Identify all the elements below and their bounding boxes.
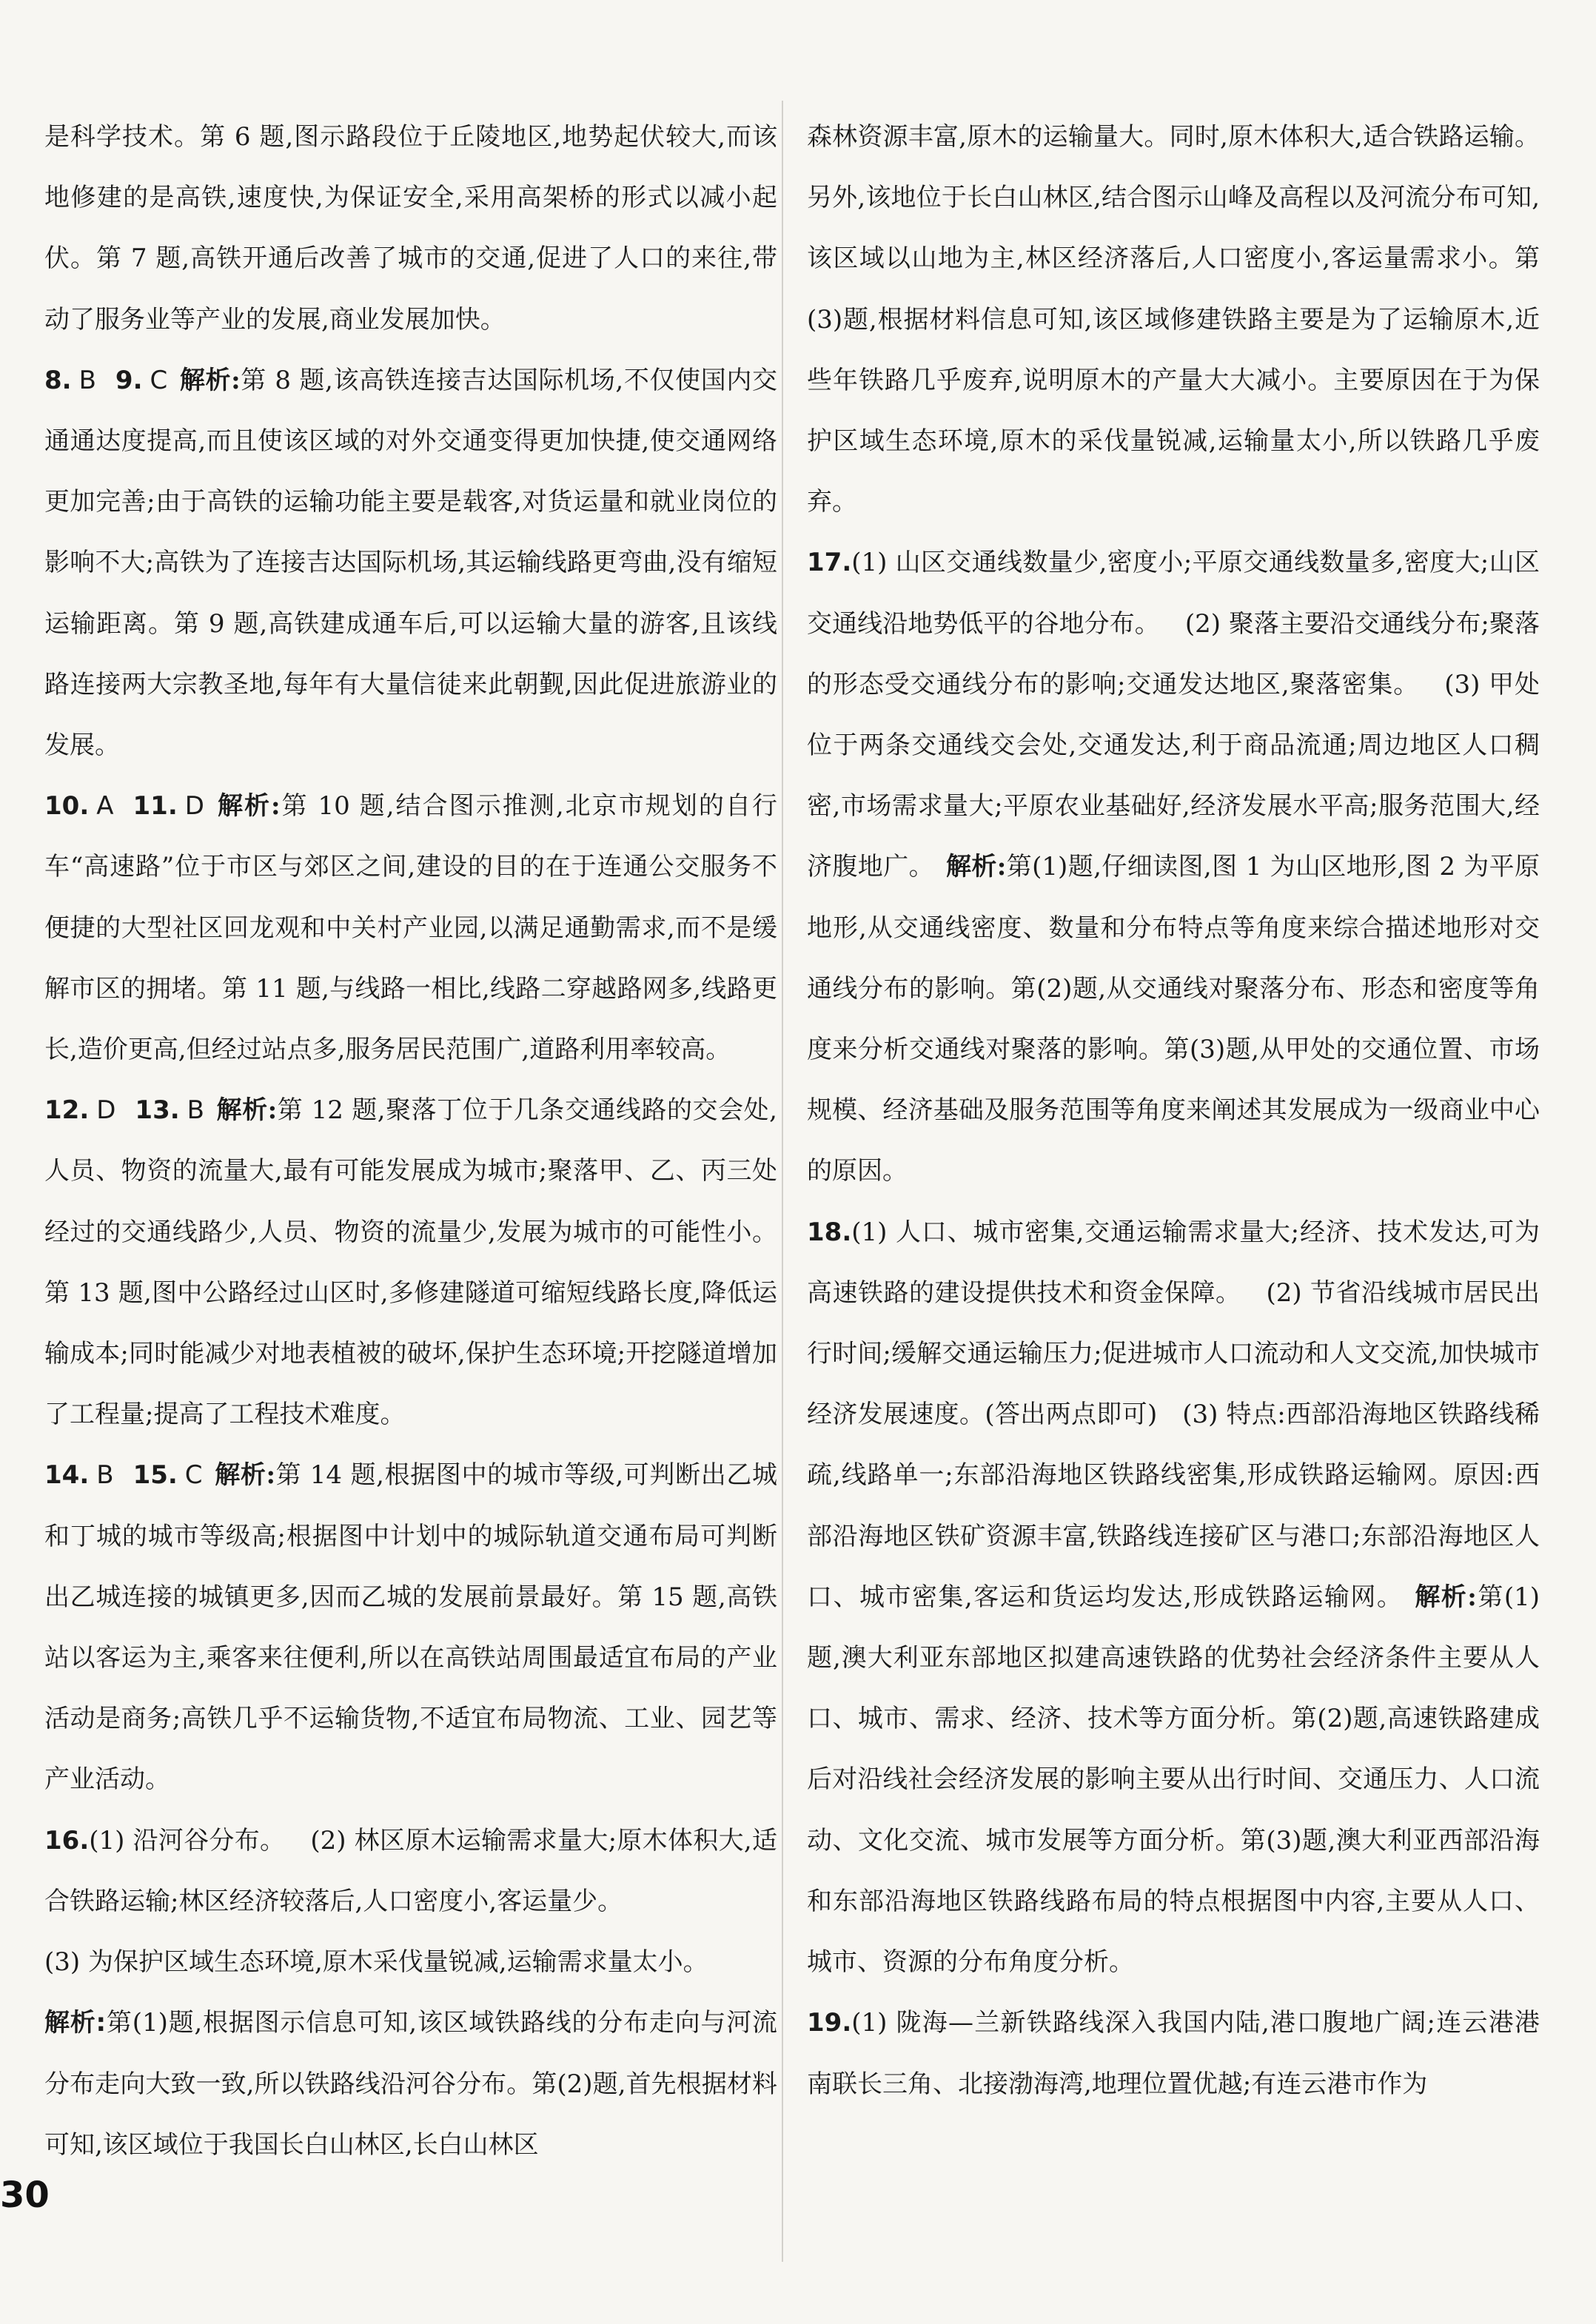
question-number: 17. xyxy=(807,548,852,578)
question-number: 15. xyxy=(133,1460,178,1491)
answer-part-3: (3) 甲处位于两条交通线交会处,交通发达,利于商品流通;周边地区人口稠密,市场需求量大;平原农业基础好,经济发展水平高;服务范围大,经济腹地广。 xyxy=(807,669,1540,882)
answer-choice: B xyxy=(78,365,96,395)
answer-part-2: (2) 聚落主要沿交通线分布;聚落的形态受交通线分布的影响;交通发达地区,聚落密集。 xyxy=(807,608,1540,699)
answer-part-1: (1) 人口、城市密集,交通运输需求量大;经济、技术发达,可为高速铁路的建设提供技术和资金保障。 xyxy=(807,1217,1540,1308)
answer-17 xyxy=(807,532,1540,1201)
analysis-text: 第 8 题,该高铁连接吉达国际机场,不仅使国内交通通达度提高,而且使该区域的对外交通变得更加快捷,使交通网络更加完善;由于高铁的运输功能主要是载客,对货运量和就业岗位的影响不大;高铁为了连接吉达国际机场,其运输线路更弯曲,没有缩短运输距离。第 9 题,高铁建成通车后,可以运输大量的游客,且该线路连接两大宗教圣地,每年有大量信徒来此朝觐,因此促进旅游业的发展。 xyxy=(44,365,777,761)
answer-19 xyxy=(807,1992,1540,2114)
answer-16 xyxy=(44,1810,777,2175)
analysis-label: 解析: xyxy=(1415,1582,1477,1612)
answer-choice: C xyxy=(184,1460,203,1491)
analysis-label: 解析: xyxy=(215,791,281,822)
question-number: 13. xyxy=(135,1095,180,1126)
answer-part-1: (1) 山区交通线数量少,密度小;平原交通线数量多,密度大;山区交通线沿地势低平的谷地分布。 xyxy=(807,548,1540,639)
question-number: 11. xyxy=(133,791,178,822)
column-divider xyxy=(782,101,783,2262)
question-number: 16. xyxy=(44,1825,90,1855)
answer-10-11 xyxy=(44,776,777,1080)
answer-part-1: (1) 陇海—兰新铁路线深入我国内陆,港口腹地广阔;连云港港南联长三角、北接渤海湾,地理位置优越;有连云港市作为 xyxy=(807,2008,1540,2099)
analysis-text: 第 14 题,根据图中的城市等级,可判断出乙城和丁城的城市等级高;根据图中计划中的城际轨道交通布局可判断出乙城连接的城镇更多,因而乙城的发展前景最好。第 15 题,高铁站以客运为主,乘客来往便利,所以在高铁站周围最适宜布局的产业活动是商务;高铁几乎不运输货物,不适宜布局物流、工业、园艺等产业活动。 xyxy=(44,1460,777,1795)
analysis-label: 解析: xyxy=(946,852,1007,882)
page-number: 30 xyxy=(0,2174,50,2216)
answer-part-1: (1) 沿河谷分布。 xyxy=(89,1825,286,1855)
answer-part-2: (2) 节省沿线城市居民出行时间;缓解交通运输压力;促进城市人口流动和人文交流,加快城市经济发展速度。(答出两点即可) xyxy=(807,1277,1540,1430)
analysis-text: 第(1)题,根据图示信息可知,该区域铁路线的分布走向与河流分布走向大致一致,所以铁路线沿河谷分布。第(2)题,首先根据材料可知,该区域位于我国长白山林区,长白山林区 xyxy=(44,2008,777,2160)
answer-choice: D xyxy=(184,791,204,822)
paragraph-continued xyxy=(44,107,777,350)
answer-12-13 xyxy=(44,1080,777,1445)
paragraph-text: 森林资源丰富,原木的运输量大。同时,原木体积大,适合铁路运输。另外,该地位于长白山林区,结合图示山峰及高程以及河流分布可知,该区域以山地为主,林区经济落后,人口密度小,客运量需求小。第(3)题,根据材料信息可知,该区域修建铁路主要是为了运输原木,近些年铁路几乎废弃,说明原木的产量大大减小。主要原因在于为保护区域生态环境,原木的采伐量锐减,运输量太小,所以铁路几乎废弃。 xyxy=(807,122,1540,517)
answer-18 xyxy=(807,1202,1540,1993)
analysis-label: 解析: xyxy=(44,2008,107,2038)
answer-8-9 xyxy=(44,350,777,776)
answer-choice: B xyxy=(187,1095,204,1126)
answer-part-3: (3) 为保护区域生态环境,原木采伐量锐减,运输需求量太小。 xyxy=(44,1947,708,1978)
question-number: 9. xyxy=(115,365,143,395)
question-number: 10. xyxy=(44,791,90,822)
question-number: 12. xyxy=(44,1095,90,1126)
paragraph-continued xyxy=(807,107,1540,532)
analysis-text: 第(1)题,澳大利亚东部地区拟建高速铁路的优势社会经济条件主要从人口、城市、需求、经济、技术等方面分析。第(2)题,高速铁路建成后对沿线社会经济发展的影响主要从出行时间、交通压力、人口流动、文化交流、城市发展等方面分析。第(3)题,澳大利亚西部沿海和东部沿海地区铁路线路布局的特点根据图中内容,主要从人口、城市、资源的分布角度分析。 xyxy=(807,1582,1540,1978)
answer-choice: B xyxy=(96,1460,114,1491)
answer-choice: C xyxy=(150,365,168,395)
analysis-text: 第 12 题,聚落丁位于几条交通线路的交会处,人员、物资的流量大,最有可能发展成为城市;聚落甲、乙、丙三处经过的交通线路少,人员、物资的流量少,发展为城市的可能性小。第 13 题,图中公路经过山区时,多修建隧道可缩短线路长度,降低运输成本;同时能减少对地表植被的破坏,保护生态环境;开挖隧道增加了工程量;提高了工程技术难度。 xyxy=(44,1095,777,1430)
answer-part-3: (3) 特点:西部沿海地区铁路线稀疏,线路单一;东部沿海地区铁路线密集,形成铁路运输网。原因:西部沿海地区铁矿资源丰富,铁路线连接矿区与港口;东部沿海地区人口、城市密集,客运和货运均发达,形成铁路运输网。 xyxy=(807,1400,1540,1612)
analysis-label: 解析: xyxy=(215,1095,278,1126)
question-number: 19. xyxy=(807,2008,852,2038)
paragraph-text: 是科学技术。第 6 题,图示路段位于丘陵地区,地势起伏较大,而该地修建的是高铁,速度快,为保证安全,采用高架桥的形式以减小起伏。第 7 题,高铁开通后改善了城市的交通,促进了人口的来往,带动了服务业等产业的发展,商业发展加快。 xyxy=(44,122,777,335)
answer-choice: D xyxy=(96,1095,116,1126)
question-number: 18. xyxy=(807,1217,852,1247)
answer-choice: A xyxy=(96,791,114,822)
question-number: 14. xyxy=(44,1460,90,1491)
question-number: 8. xyxy=(44,365,72,395)
analysis-text: 第(1)题,仔细读图,图 1 为山区地形,图 2 为平原地形,从交通线密度、数量和分布特点等角度来综合描述地形对交通线分布的影响。第(2)题,从交通线对聚落分布、形态和密度等角度来分析交通线对聚落的影响。第(3)题,从甲处的交通位置、市场规模、经济基础及服务范围等角度来阐述其发展成为一级商业中心的原因。 xyxy=(807,852,1540,1186)
analysis-label: 解析: xyxy=(214,1460,276,1491)
analysis-text: 第 10 题,结合图示推测,北京市规划的自行车“高速路”位于市区与郊区之间,建设的目的在于连通公交服务不便捷的大型社区回龙观和中关村产业园,以满足通勤需求,而不是缓解市区的拥堵。第 11 题,与线路一相比,线路二穿越路网多,线路更长,造价更高,但经过站点多,服务居民范围广,道路利用率较高。 xyxy=(44,791,777,1065)
answer-part-2: (2) 林区原木运输需求量大;原木体积大,适合铁路运输;林区经济较落后,人口密度小,客运量少。 xyxy=(44,1825,778,1916)
left-column xyxy=(44,107,777,2175)
right-column xyxy=(807,107,1540,2115)
answer-14-15 xyxy=(44,1445,777,1810)
analysis-label: 解析: xyxy=(179,365,241,395)
